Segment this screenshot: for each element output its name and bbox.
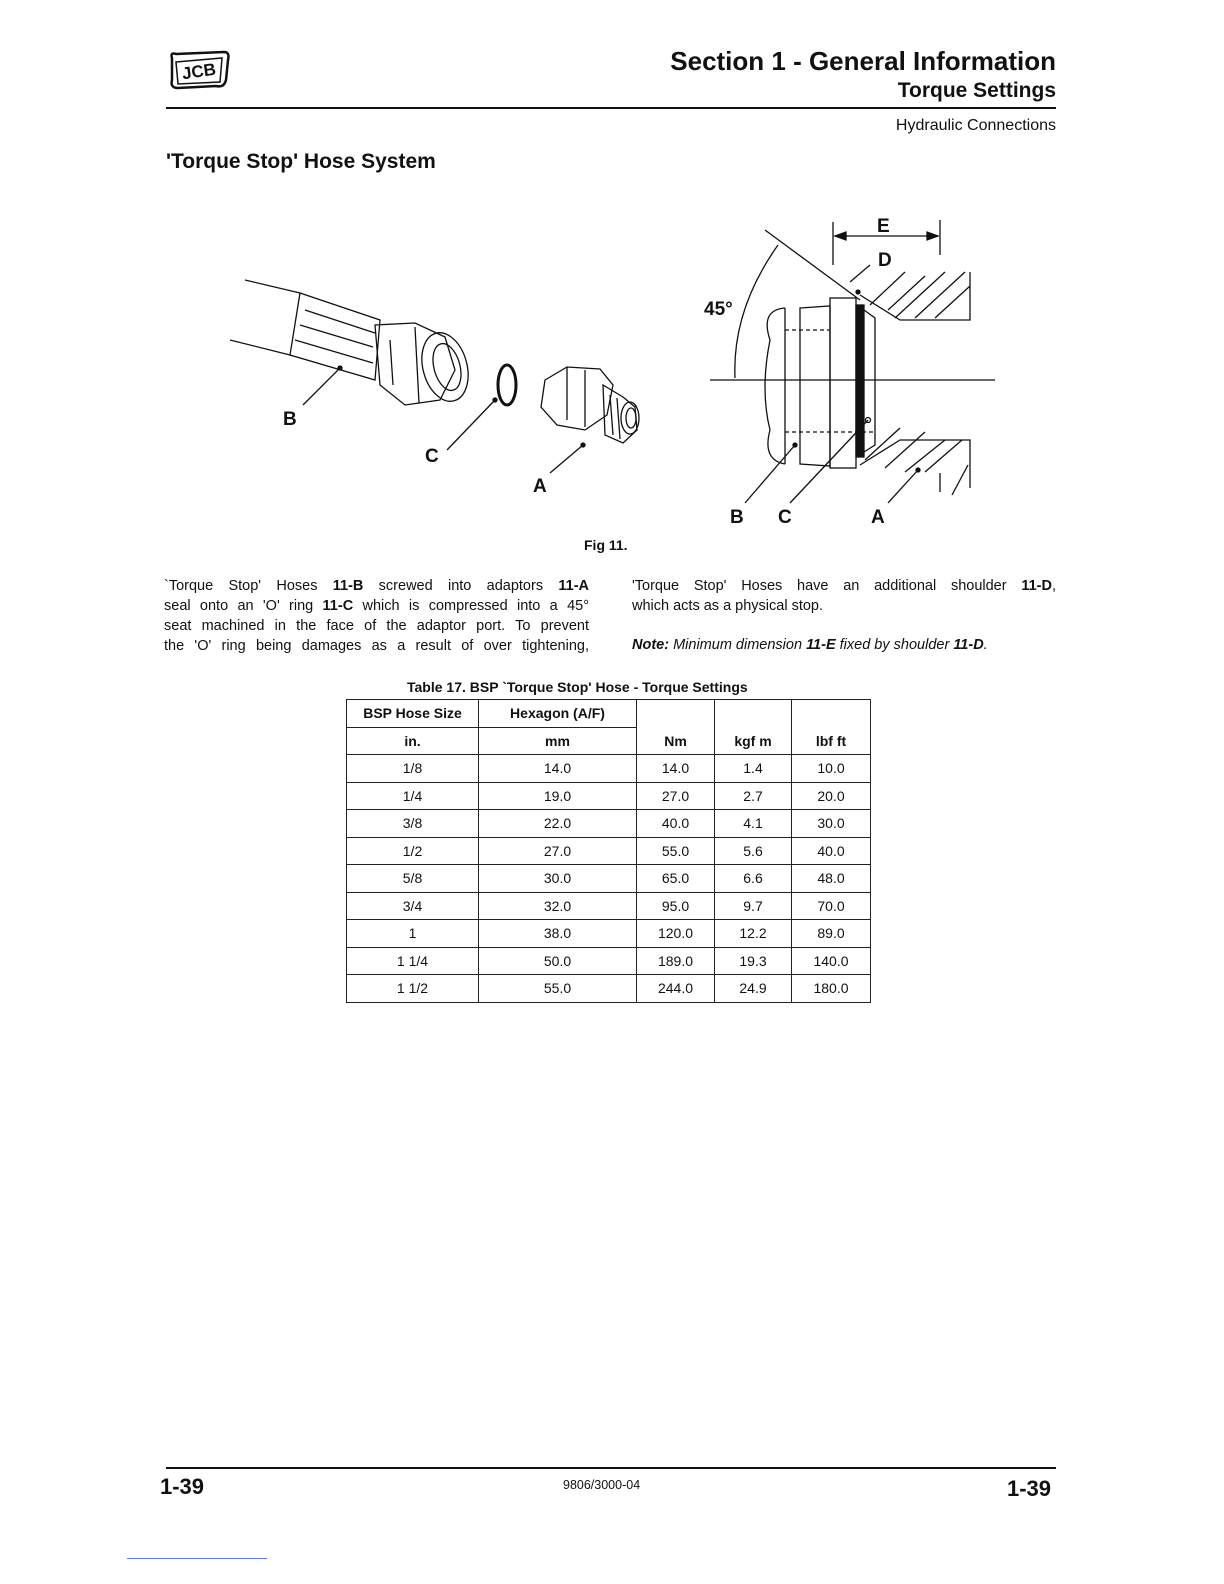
- cell-kgf-m: 9.7: [715, 892, 792, 920]
- paragraph-right: 'Torque Stop' Hoses have an additional shoulder 11-D, which acts as a physical stop.: [632, 578, 1056, 614]
- cell-nm: 65.0: [637, 865, 715, 893]
- cell-nm: 40.0: [637, 810, 715, 838]
- label-c: C: [425, 446, 439, 467]
- cell-kgf-m: 5.6: [715, 837, 792, 865]
- logo-text: JCB: [180, 59, 218, 84]
- page-number-left: 1-39: [160, 1474, 205, 1499]
- cell-kgf-m: 12.2: [715, 920, 792, 948]
- cell-hexagon: 38.0: [479, 920, 637, 948]
- footer-rule: [166, 1467, 1056, 1469]
- cell-lbf-ft: 10.0: [792, 755, 871, 783]
- header-lbf-ft: lbf ft: [792, 727, 871, 755]
- table-row: [347, 755, 871, 783]
- cell-lbf-ft: 70.0: [792, 892, 871, 920]
- header-bsp-hose-size: BSP Hose Size: [347, 700, 479, 728]
- table-header-row-bottom: [347, 727, 871, 755]
- cell-nm: 244.0: [637, 975, 715, 1003]
- cell-lbf-ft: 20.0: [792, 782, 871, 810]
- label-b: B: [730, 507, 744, 528]
- cell-hexagon: 14.0: [479, 755, 637, 783]
- header-in: in.: [347, 727, 479, 755]
- header-hexagon: Hexagon (A/F): [479, 700, 637, 728]
- cell-hexagon: 22.0: [479, 810, 637, 838]
- cell-hexagon: 55.0: [479, 975, 637, 1003]
- cell-hexagon: 32.0: [479, 892, 637, 920]
- label-a: A: [871, 507, 885, 528]
- cell-hose-size: 1: [347, 920, 479, 948]
- torque-settings-table: [346, 699, 871, 1003]
- label-b: B: [283, 409, 297, 430]
- cell-lbf-ft: 40.0: [792, 837, 871, 865]
- header-kgf-m: kgf m: [715, 727, 792, 755]
- cell-kgf-m: 4.1: [715, 810, 792, 838]
- header-rule: [166, 107, 1056, 109]
- cell-nm: 189.0: [637, 947, 715, 975]
- hose-section-figure: [700, 210, 1010, 530]
- cell-nm: 120.0: [637, 920, 715, 948]
- table-row: [347, 810, 871, 838]
- cell-hexagon: 50.0: [479, 947, 637, 975]
- cell-lbf-ft: 48.0: [792, 865, 871, 893]
- paragraph-left: `Torque Stop' Hoses 11-B screwed into adaptors 11-A seal onto an 'O' ring 11-C which is compressed into a 45° seat machined in the face of the adaptor port. To prevent the 'O' ring being damages as a result of over tightening,: [164, 578, 589, 654]
- table-row: [347, 975, 871, 1003]
- cell-lbf-ft: 180.0: [792, 975, 871, 1003]
- table-header-row-top: [347, 700, 871, 728]
- page-number-right: 1-39: [1007, 1476, 1052, 1501]
- table-caption: Table 17. BSP `Torque Stop' Hose - Torque Settings: [407, 679, 748, 695]
- cell-kgf-m: 19.3: [715, 947, 792, 975]
- cell-kgf-m: 24.9: [715, 975, 792, 1003]
- cell-hose-size: 5/8: [347, 865, 479, 893]
- cell-hose-size: 3/4: [347, 892, 479, 920]
- table-row: [347, 920, 871, 948]
- jcb-logo: [166, 46, 232, 92]
- cell-hose-size: 1 1/4: [347, 947, 479, 975]
- note: Note: Minimum dimension 11-E fixed by shoulder 11-D.: [632, 637, 988, 653]
- section-heading: 'Torque Stop' Hose System: [166, 150, 436, 173]
- cell-hexagon: 27.0: [479, 837, 637, 865]
- document-number: 9806/3000-04: [563, 1478, 641, 1492]
- cell-nm: 95.0: [637, 892, 715, 920]
- label-a: A: [533, 476, 547, 497]
- cell-lbf-ft: 30.0: [792, 810, 871, 838]
- table-row: [347, 782, 871, 810]
- cell-nm: 27.0: [637, 782, 715, 810]
- cell-hose-size: 1/4: [347, 782, 479, 810]
- cell-kgf-m: 6.6: [715, 865, 792, 893]
- sub-sub-title: Hydraulic Connections: [895, 117, 1056, 134]
- table-row: [347, 892, 871, 920]
- cell-hose-size: 3/8: [347, 810, 479, 838]
- cell-kgf-m: 2.7: [715, 782, 792, 810]
- cell-hexagon: 30.0: [479, 865, 637, 893]
- table-row: [347, 947, 871, 975]
- cell-lbf-ft: 89.0: [792, 920, 871, 948]
- hose-exploded-figure: [215, 255, 665, 505]
- bottom-link-underline: [127, 1558, 267, 1559]
- table-row: [347, 865, 871, 893]
- cell-nm: 55.0: [637, 837, 715, 865]
- header-mm: mm: [479, 727, 637, 755]
- cell-nm: 14.0: [637, 755, 715, 783]
- cell-hexagon: 19.0: [479, 782, 637, 810]
- label-c: C: [778, 507, 792, 528]
- sub-title: Torque Settings: [897, 79, 1056, 102]
- label-e: E: [877, 216, 890, 237]
- section-title: Section 1 - General Information: [670, 46, 1056, 76]
- cell-kgf-m: 1.4: [715, 755, 792, 783]
- cell-hose-size: 1 1/2: [347, 975, 479, 1003]
- table-row: [347, 837, 871, 865]
- cell-hose-size: 1/8: [347, 755, 479, 783]
- header-nm: Nm: [637, 727, 715, 755]
- cell-hose-size: 1/2: [347, 837, 479, 865]
- label-angle: 45°: [704, 299, 733, 320]
- cell-lbf-ft: 140.0: [792, 947, 871, 975]
- label-d: D: [878, 250, 892, 271]
- figure-caption: Fig 11.: [584, 537, 628, 553]
